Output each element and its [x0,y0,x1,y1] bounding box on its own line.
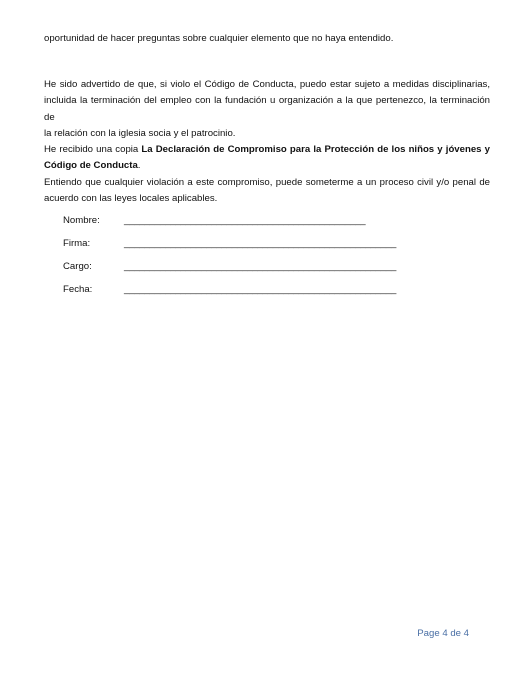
field-label-fecha: Fecha: [63,284,93,295]
field-label-nombre: Nombre: [63,215,100,226]
declaration-title-bold: La Declaración de Compromiso para la Protección de los niños y jóvenes y [141,144,490,156]
page-number-footer: Page 4 de 4 [417,628,469,639]
field-blank-cargo[interactable]: _____________________________________________________ [124,261,397,272]
field-row-fecha [63,284,403,307]
field-row-cargo [63,261,403,284]
field-blank-fecha[interactable]: _____________________________________________________ [124,284,397,295]
paragraph-line: la relación con la iglesia socia y el patrocinio. [44,127,236,139]
period-text: . [137,160,141,172]
field-label-cargo: Cargo: [63,261,92,272]
field-row-nombre [63,215,403,238]
signature-fields [63,215,403,307]
paragraph-line: acuerdo con las leyes locales aplicables. [44,193,218,205]
paragraph-closing-understanding [44,31,490,47]
paragraph-commitment [44,77,490,207]
paragraph-line: incluida la terminación del empleo con la fundación u organización a la que pertenezco, la terminación de [44,95,490,123]
field-label-firma: Firma: [63,238,91,249]
field-blank-nombre[interactable]: _______________________________________________ [124,215,366,226]
paragraph-line [44,142,490,158]
paragraph-line [44,158,490,174]
code-of-conduct-bold: Código de Conducta [44,160,138,172]
paragraph-line: oportunidad de hacer preguntas sobre cualquier elemento que no haya entendido. [44,33,394,44]
field-blank-firma[interactable]: _____________________________________________________ [124,238,397,249]
copy-received-text: He recibido una copia [44,144,142,156]
paragraph-line: He sido advertido de que, si violo el Código de Conducta, puedo estar sujeto a medidas disciplinarias, [44,79,490,90]
paragraph-line: Entiendo que cualquier violación a este compromiso, puede someterme a un proceso civil y/o penal de [44,176,490,188]
field-row-firma [63,238,403,261]
